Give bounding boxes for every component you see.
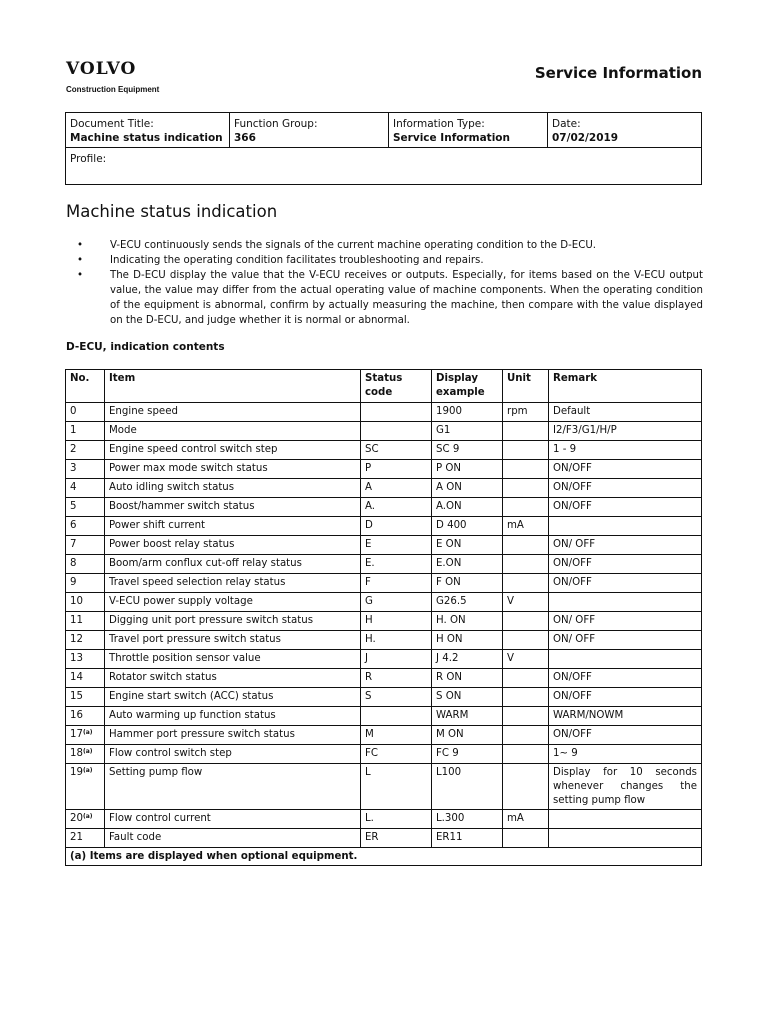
cell-no xyxy=(66,726,105,745)
table-row xyxy=(66,460,702,479)
cell-no xyxy=(66,536,105,555)
information-type-label: Information Type: xyxy=(393,118,485,130)
cell-remark: ON/OFF xyxy=(549,555,702,574)
cell-item: Power max mode switch status xyxy=(105,460,361,479)
cell-item: V-ECU power supply voltage xyxy=(105,593,361,612)
cell-no xyxy=(66,810,105,829)
cell-status-code: ER xyxy=(361,829,432,848)
table-row xyxy=(66,745,702,764)
cell-remark: ON/OFF xyxy=(549,726,702,745)
cell-unit xyxy=(503,574,549,593)
cell-item: Throttle position sensor value xyxy=(105,650,361,669)
cell-item: Hammer port pressure switch status xyxy=(105,726,361,745)
row-number: 5 xyxy=(70,501,77,512)
row-number: 6 xyxy=(70,520,77,531)
cell-remark xyxy=(549,650,702,669)
cell-status-code: G xyxy=(361,593,432,612)
cell-status-code: F xyxy=(361,574,432,593)
cell-display-example: R ON xyxy=(432,669,503,688)
cell-status-code: M xyxy=(361,726,432,745)
cell-unit xyxy=(503,669,549,688)
row-number: 13 xyxy=(70,653,83,664)
function-group-value: 366 xyxy=(234,132,256,144)
row-number: 4 xyxy=(70,482,77,493)
table-row xyxy=(66,707,702,726)
cell-no xyxy=(66,745,105,764)
row-number: 9 xyxy=(70,577,77,588)
cell-status-code xyxy=(361,422,432,441)
row-number: 20 xyxy=(70,813,83,824)
cell-item: Flow control switch step xyxy=(105,745,361,764)
table-row xyxy=(66,726,702,745)
function-group-label: Function Group: xyxy=(234,118,318,130)
cell-no xyxy=(66,422,105,441)
cell-unit: mA xyxy=(503,517,549,536)
cell-remark: ON/ OFF xyxy=(549,612,702,631)
table-row xyxy=(66,403,702,422)
cell-item: Fault code xyxy=(105,829,361,848)
footnote-row xyxy=(66,848,702,866)
table-row xyxy=(66,810,702,829)
cell-unit xyxy=(503,829,549,848)
cell-no xyxy=(66,479,105,498)
footnote-marker: (a) xyxy=(82,748,93,755)
cell-remark: 1~ 9 xyxy=(549,745,702,764)
header-unit: Unit xyxy=(503,370,549,403)
cell-status-code: SC xyxy=(361,441,432,460)
cell-no xyxy=(66,498,105,517)
table-header-row xyxy=(66,370,702,403)
cell-status-code: P xyxy=(361,460,432,479)
cell-item: Power boost relay status xyxy=(105,536,361,555)
function-group-cell xyxy=(230,113,389,148)
cell-unit: mA xyxy=(503,810,549,829)
cell-display-example: M ON xyxy=(432,726,503,745)
cell-unit xyxy=(503,688,549,707)
table-row xyxy=(66,574,702,593)
cell-display-example: WARM xyxy=(432,707,503,726)
bullet-text: The D-ECU display the value that the V-ECU receives or outputs. Especially, for items based on the V-ECU output value, the value may differ from the actual operating value of machine components. When the operating condition of the equipment is abnormal, confirm by actually measuring the machine, then compare with the value displayed on the D-ECU, and judge whether it is normal or abnormal. xyxy=(110,270,703,326)
cell-no xyxy=(66,829,105,848)
cell-status-code: L. xyxy=(361,810,432,829)
cell-remark: 1 - 9 xyxy=(549,441,702,460)
cell-status-code: H xyxy=(361,612,432,631)
cell-no xyxy=(66,688,105,707)
footnote-marker: (a) xyxy=(82,729,93,736)
cell-no xyxy=(66,441,105,460)
cell-display-example: S ON xyxy=(432,688,503,707)
bullet-dot: • xyxy=(77,255,84,266)
cell-item: Boom/arm conflux cut-off relay status xyxy=(105,555,361,574)
cell-display-example: L100 xyxy=(432,764,503,810)
cell-unit xyxy=(503,441,549,460)
row-number: 21 xyxy=(70,832,83,843)
cell-unit: V xyxy=(503,593,549,612)
cell-unit xyxy=(503,422,549,441)
cell-remark: ON/ OFF xyxy=(549,536,702,555)
information-type-cell xyxy=(389,113,548,148)
cell-remark xyxy=(549,517,702,536)
cell-remark: I2/F3/G1/H/P xyxy=(549,422,702,441)
date-cell xyxy=(548,113,702,148)
cell-item: Travel port pressure switch status xyxy=(105,631,361,650)
cell-item: Travel speed selection relay status xyxy=(105,574,361,593)
cell-status-code: L xyxy=(361,764,432,810)
cell-status-code: D xyxy=(361,517,432,536)
cell-no xyxy=(66,574,105,593)
table-row xyxy=(66,422,702,441)
cell-unit xyxy=(503,726,549,745)
row-number: 2 xyxy=(70,444,77,455)
cell-no xyxy=(66,517,105,536)
cell-remark: Display for 10 seconds whenever changes the setting pump flow xyxy=(549,764,702,810)
cell-no xyxy=(66,669,105,688)
header-status-code: Status code xyxy=(361,370,432,403)
cell-item: Setting pump flow xyxy=(105,764,361,810)
header-display-example: Display example xyxy=(432,370,503,403)
cell-status-code: E xyxy=(361,536,432,555)
table-row xyxy=(66,441,702,460)
cell-remark: ON/OFF xyxy=(549,669,702,688)
cell-item: Engine speed xyxy=(105,403,361,422)
row-number: 8 xyxy=(70,558,77,569)
cell-remark: WARM/NOWM xyxy=(549,707,702,726)
cell-remark: Default xyxy=(549,403,702,422)
document-metadata-table xyxy=(65,112,702,185)
bullet-dot: • xyxy=(77,240,84,251)
cell-status-code: FC xyxy=(361,745,432,764)
cell-remark xyxy=(549,829,702,848)
table-row xyxy=(66,764,702,810)
cell-remark xyxy=(549,593,702,612)
date-label: Date: xyxy=(552,118,581,130)
cell-item: Mode xyxy=(105,422,361,441)
row-number: 7 xyxy=(70,539,77,550)
row-number: 1 xyxy=(70,425,77,436)
volvo-logo: VOLVO xyxy=(66,59,137,79)
table-row xyxy=(66,631,702,650)
cell-display-example: FC 9 xyxy=(432,745,503,764)
cell-unit xyxy=(503,460,549,479)
cell-no xyxy=(66,612,105,631)
table-row xyxy=(66,650,702,669)
cell-item: Auto warming up function status xyxy=(105,707,361,726)
cell-display-example: D 400 xyxy=(432,517,503,536)
table-row xyxy=(66,688,702,707)
footnote-marker: (a) xyxy=(82,813,93,820)
cell-display-example: E.ON xyxy=(432,555,503,574)
cell-display-example: F ON xyxy=(432,574,503,593)
information-type-value: Service Information xyxy=(393,132,510,144)
division-label: Construction Equipment xyxy=(66,85,160,94)
row-number: 10 xyxy=(70,596,83,607)
cell-unit xyxy=(503,764,549,810)
document-type-heading: Service Information xyxy=(534,64,702,82)
cell-unit: V xyxy=(503,650,549,669)
cell-display-example: A ON xyxy=(432,479,503,498)
cell-unit xyxy=(503,479,549,498)
profile-cell xyxy=(66,148,702,185)
bullet-item xyxy=(66,268,703,328)
table-row xyxy=(66,479,702,498)
cell-no xyxy=(66,555,105,574)
row-number: 14 xyxy=(70,672,83,683)
row-number: 12 xyxy=(70,634,83,645)
row-number: 16 xyxy=(70,710,83,721)
footnote-marker: (a) xyxy=(82,767,93,774)
cell-unit xyxy=(503,555,549,574)
cell-remark: ON/ OFF xyxy=(549,631,702,650)
row-number: 15 xyxy=(70,691,83,702)
cell-unit xyxy=(503,612,549,631)
row-number: 17 xyxy=(70,729,83,740)
cell-status-code: A xyxy=(361,479,432,498)
cell-unit: rpm xyxy=(503,403,549,422)
cell-status-code: A. xyxy=(361,498,432,517)
cell-item: Auto idling switch status xyxy=(105,479,361,498)
row-number: 0 xyxy=(70,406,77,417)
cell-unit xyxy=(503,536,549,555)
bullet-text: V-ECU continuously sends the signals of the current machine operating condition to the D-ECU. xyxy=(110,240,597,251)
cell-display-example: A.ON xyxy=(432,498,503,517)
cell-no xyxy=(66,460,105,479)
cell-status-code: E. xyxy=(361,555,432,574)
table-row xyxy=(66,536,702,555)
cell-no xyxy=(66,403,105,422)
cell-display-example: J 4.2 xyxy=(432,650,503,669)
cell-status-code xyxy=(361,707,432,726)
cell-no xyxy=(66,707,105,726)
cell-remark: ON/OFF xyxy=(549,498,702,517)
row-number: 11 xyxy=(70,615,83,626)
row-number: 3 xyxy=(70,463,77,474)
cell-unit xyxy=(503,631,549,650)
indication-table-body xyxy=(66,370,702,866)
bullet-text: Indicating the operating condition facilitates troubleshooting and repairs. xyxy=(110,255,484,266)
document-title-cell xyxy=(66,113,230,148)
header-item: Item xyxy=(105,370,361,403)
cell-unit xyxy=(503,707,549,726)
row-number: 19 xyxy=(70,767,83,778)
cell-item: Engine speed control switch step xyxy=(105,441,361,460)
table-row xyxy=(66,517,702,536)
intro-bullet-list xyxy=(66,238,703,328)
cell-display-example: G1 xyxy=(432,422,503,441)
cell-display-example: H ON xyxy=(432,631,503,650)
cell-display-example: G26.5 xyxy=(432,593,503,612)
cell-display-example: SC 9 xyxy=(432,441,503,460)
table-row xyxy=(66,612,702,631)
bullet-item xyxy=(66,238,703,253)
table-row xyxy=(66,593,702,612)
section-heading: D-ECU, indication contents xyxy=(66,341,225,353)
cell-no xyxy=(66,764,105,810)
cell-status-code: H. xyxy=(361,631,432,650)
cell-unit xyxy=(503,498,549,517)
cell-remark xyxy=(549,810,702,829)
page-title: Machine status indication xyxy=(66,202,278,221)
table-row xyxy=(66,669,702,688)
cell-display-example: L.300 xyxy=(432,810,503,829)
cell-status-code xyxy=(361,403,432,422)
cell-status-code: J xyxy=(361,650,432,669)
bullet-item xyxy=(66,253,703,268)
cell-item: Rotator switch status xyxy=(105,669,361,688)
cell-item: Power shift current xyxy=(105,517,361,536)
cell-display-example: E ON xyxy=(432,536,503,555)
header-no: No. xyxy=(66,370,105,403)
table-row xyxy=(66,555,702,574)
cell-display-example: H. ON xyxy=(432,612,503,631)
cell-remark: ON/OFF xyxy=(549,688,702,707)
cell-display-example: 1900 xyxy=(432,403,503,422)
cell-no xyxy=(66,650,105,669)
table-row xyxy=(66,829,702,848)
cell-status-code: S xyxy=(361,688,432,707)
bullet-dot: • xyxy=(77,270,84,281)
cell-item: Engine start switch (ACC) status xyxy=(105,688,361,707)
table-footnote: (a) Items are displayed when optional equipment. xyxy=(66,848,702,866)
document-title-label: Document Title: xyxy=(70,118,154,130)
cell-no xyxy=(66,593,105,612)
cell-item: Flow control current xyxy=(105,810,361,829)
cell-item: Digging unit port pressure switch status xyxy=(105,612,361,631)
cell-no xyxy=(66,631,105,650)
header-remark: Remark xyxy=(549,370,702,403)
table-row xyxy=(66,498,702,517)
cell-status-code: R xyxy=(361,669,432,688)
document-title-value: Machine status indication xyxy=(70,132,223,144)
row-number: 18 xyxy=(70,748,83,759)
cell-remark: ON/OFF xyxy=(549,460,702,479)
profile-label: Profile: xyxy=(70,153,107,165)
date-value: 07/02/2019 xyxy=(552,132,619,144)
cell-remark: ON/OFF xyxy=(549,574,702,593)
indication-contents-table xyxy=(65,369,702,866)
cell-unit xyxy=(503,745,549,764)
cell-remark: ON/OFF xyxy=(549,479,702,498)
cell-item: Boost/hammer switch status xyxy=(105,498,361,517)
cell-display-example: P ON xyxy=(432,460,503,479)
cell-display-example: ER11 xyxy=(432,829,503,848)
